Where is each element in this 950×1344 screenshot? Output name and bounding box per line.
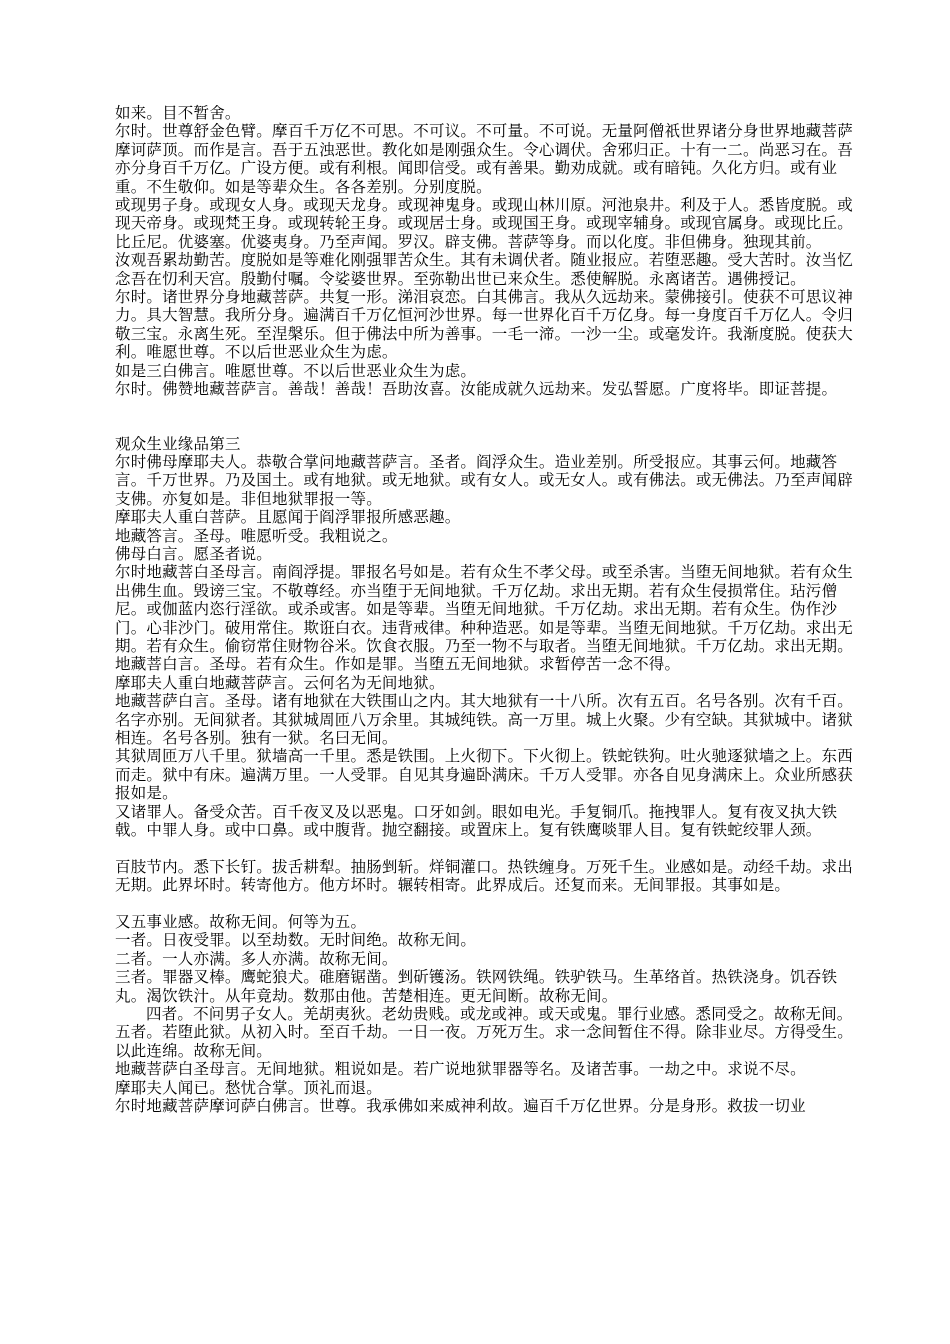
paragraph: 如是三白佛言。唯愿世尊。不以后世恶业众生为虑。: [115, 361, 477, 380]
spacer: [115, 895, 860, 913]
spacer: [115, 839, 860, 857]
paragraph: 尔时佛母摩耶夫人。恭敬合掌问地藏菩萨言。圣者。阎浮众生。造业差别。所受报应。其事云何。地藏答言。千万世界。乃及国土。或有地狱。或无地狱。或有女人。或无女人。或有佛法。或无佛法。乃至声闻辟支佛。亦复如是。非但地狱罪报一等。: [115, 452, 853, 508]
paragraph: 地藏菩萨白圣母言。无间地狱。粗说如是。若广说地狱罪器等名。及诸苦事。一劫之中。求说不尽。: [115, 1060, 806, 1079]
paragraph: 五者。若堕此狱。从初入时。至百千劫。一日一夜。万死万生。求一念间暂住不得。除非业尽。方得受生。以此连绵。故称无间。: [115, 1023, 853, 1060]
paragraph: 地藏答言。圣母。唯愿听受。我粗说之。: [115, 526, 398, 545]
paragraph: 尔时。佛赞地藏菩萨言。善哉！善哉！吾助汝喜。汝能成就久远劫来。发弘誓愿。广度将毕。即证菩提。: [115, 380, 838, 399]
chapter-heading: 观众生业缘品第三: [115, 434, 241, 453]
spacer: [115, 399, 860, 435]
paragraph: 一者。日夜受罪。以至劫数。无时间绝。故称无间。: [115, 931, 477, 950]
paragraph: 又诸罪人。备受众苦。百千夜叉及以恶鬼。口牙如剑。眼如电光。手复铜爪。拖拽罪人。复有夜叉执大铁戟。中罪人身。或中口鼻。或中腹背。抛空翻接。或置床上。复有铁鹰啖罪人目。复有铁蛇绞罪人颈。: [115, 802, 838, 840]
paragraph: 或现男子身。或现女人身。或现天龙身。或现神鬼身。或现山林川原。河池泉井。利及于人。悉皆度脱。或现天帝身。或现梵王身。或现转轮王身。或现居士身。或现国王身。或现宰辅身。或现官属身。或现比丘。比丘尼。优婆塞。优婆夷身。乃至声闻。罗汉。辟支佛。菩萨等身。而以化度。非但佛身。独现其前。: [115, 196, 853, 251]
paragraph: 地藏菩白言。圣母。若有众生。作如是罪。当堕五无间地狱。求暂停苦一念不得。: [115, 655, 681, 674]
paragraph: 二者。一人亦满。多人亦满。故称无间。: [115, 949, 398, 968]
paragraph: 尔时。诸世界分身地藏菩萨。共复一形。涕泪哀恋。白其佛言。我从久远劫来。蒙佛接引。使获不可思议神力。具大智慧。我所分身。遍满百千万亿恒河沙世界。每一世界化百千万亿身。每一身度百千万亿人。令归敬三宝。永离生死。至涅槃乐。但于佛法中所为善事。一毛一渧。一沙一尘。或毫发许。我渐度脱。使获大利。唯愿世尊。不以后世恶业众生为虑。: [115, 288, 853, 362]
paragraph: 其狱周匝万八千里。狱墙高一千里。悉是铁围。上火彻下。下火彻上。铁蛇铁狗。吐火驰逐狱墙之上。东西而走。狱中有床。遍满万里。一人受罪。自见其身遍卧满床。千万人受罪。亦各自见身满床上。众业所感获报如是。: [115, 747, 853, 803]
paragraph: 尔时地藏菩白圣母言。南阎浮提。罪报名号如是。若有众生不孝父母。或至杀害。当堕无间地狱。若有众生出佛生血。毁谤三宝。不敬尊经。亦当堕于无间地狱。千万亿劫。求出无期。若有众生侵损常住。玷污僧尼。或伽蓝内恣行淫欲。或杀或害。如是等辈。当堕无间地狱。千万亿劫。求出无期。若有众生。伪作沙门。心非沙门。破用常住。欺诳白衣。违背戒律。种种造恶。如是等辈。当堕无间地狱。千万亿劫。求出无期。若有众生。偷窃常住财物谷米。饮食衣服。乃至一物不与取者。当堕无间地狱。千万亿劫。求出无期。: [115, 563, 853, 655]
paragraph: 尔时。世尊舒金色臂。摩百千万亿不可思。不可议。不可量。不可说。无量阿僧祇世界诸分身世界地藏菩萨摩诃萨顶。而作是言。吾于五浊恶世。教化如是刚强众生。令心调伏。舍邪归正。十有一二。尚恶习在。吾亦分身百千万亿。广设方便。或有利根。闻即信受。或有善果。勤劝成就。或有暗钝。久化方归。或有业重。不生敬仰。如是等辈众生。各各差别。分别度脱。: [115, 122, 853, 196]
paragraph: 摩耶夫人重白地藏菩萨言。云何名为无间地狱。: [115, 673, 445, 692]
document-page: [115, 104, 860, 1116]
paragraph: 地藏菩萨白言。圣母。诸有地狱在大铁围山之内。其大地狱有一十八所。次有五百。名号各别。次有千百。名字亦别。无间狱者。其狱城周匝八万余里。其城纯铁。高一万里。城上火聚。少有空缺。其狱城中。诸狱相连。名号各别。独有一狱。名曰无间。: [115, 692, 853, 747]
paragraph: 三者。罪器叉棒。鹰蛇狼犬。碓磨锯凿。剉斫镬汤。铁网铁绳。铁驴铁马。生革络首。热铁浇身。饥吞铁丸。渴饮铁汁。从年竟劫。数那由他。苦楚相连。更无间断。故称无间。: [115, 968, 838, 1005]
paragraph: 又五事业感。故称无间。何等为五。: [115, 913, 367, 932]
paragraph: 四者。不问男子女人。羌胡夷狄。老幼贵贱。或龙或神。或天或鬼。罪行业感。悉同受之。故称无间。: [146, 1005, 853, 1024]
paragraph: 佛母白言。愿圣者说。: [115, 544, 273, 563]
paragraph: 尔时地藏菩萨摩诃萨白佛言。世尊。我承佛如来威神利故。遍百千万亿世界。分是身形。救拔一切业: [115, 1097, 806, 1116]
paragraph: 如来。目不暂舍。: [115, 104, 241, 122]
paragraph: 百肢节内。悉下长钉。拔舌耕犁。抽肠剉斩。烊铜灌口。热铁缠身。万死千生。业感如是。动经千劫。求出无期。此界坏时。转寄他方。他方坏时。辗转相寄。此界成后。还复而来。无间罪报。其事如是。: [115, 857, 853, 895]
paragraph: 摩耶夫人闻已。愁忧合掌。顶礼而退。: [115, 1078, 382, 1097]
paragraph: 汝观吾累劫勤苦。度脱如是等难化刚强罪苦众生。其有未调伏者。随业报应。若堕恶趣。受大苦时。汝当忆念吾在忉利天宫。殷勤付嘱。令娑婆世界。至弥勒出世已来众生。悉使解脱。永离诸苦。遇佛授记。: [115, 251, 853, 288]
paragraph: 摩耶夫人重白菩萨。且愿闻于阎浮罪报所感恶趣。: [115, 508, 461, 527]
